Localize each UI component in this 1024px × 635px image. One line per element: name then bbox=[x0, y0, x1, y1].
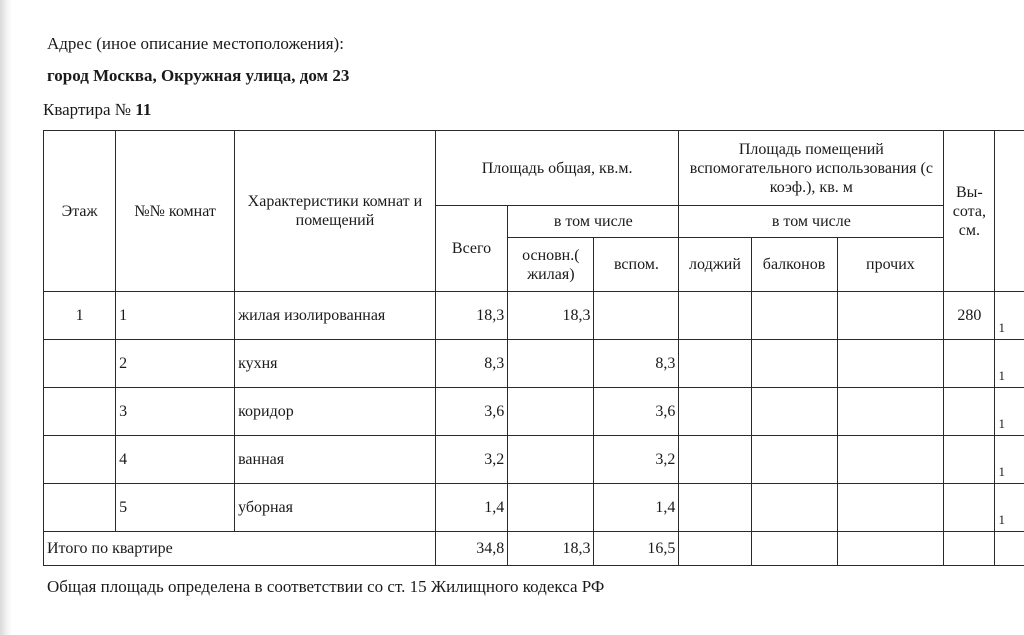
cell-total: 3,6 bbox=[435, 388, 507, 436]
cell-balconies bbox=[751, 388, 837, 436]
total-aux: 16,5 bbox=[594, 532, 679, 566]
page-edge-shadow bbox=[0, 0, 12, 635]
cut-off-cell: 1 bbox=[995, 388, 1024, 436]
cell-room: 3 bbox=[116, 388, 235, 436]
footer-note: Общая площадь определена в соответствии со ст. 15 Жилищного кодекса РФ bbox=[47, 577, 605, 596]
header-aux-area: Площадь помещений вспомогательного использования (с коэф.), кв. м bbox=[679, 131, 944, 206]
cell-room: 4 bbox=[116, 436, 235, 484]
cell-balconies bbox=[751, 436, 837, 484]
cell-other bbox=[837, 388, 944, 436]
cell-loggias bbox=[679, 484, 751, 532]
cell-total: 1,4 bbox=[435, 484, 507, 532]
cell-height: 280 bbox=[944, 292, 995, 340]
total-balconies bbox=[751, 532, 837, 566]
cell-aux: 1,4 bbox=[594, 484, 679, 532]
header-including-main: в том числе bbox=[508, 206, 679, 238]
cell-floor bbox=[44, 436, 116, 484]
total-row bbox=[44, 532, 1024, 566]
table-row bbox=[44, 292, 1024, 340]
apartment-label: Квартира № bbox=[43, 100, 132, 119]
cell-loggias bbox=[679, 436, 751, 484]
cell-other bbox=[837, 340, 944, 388]
cell-balconies bbox=[751, 292, 837, 340]
cell-main: 18,3 bbox=[508, 292, 594, 340]
table-row bbox=[44, 484, 1024, 532]
cell-loggias bbox=[679, 292, 751, 340]
total-other bbox=[837, 532, 944, 566]
cell-height bbox=[944, 388, 995, 436]
header-other: прочих bbox=[837, 238, 944, 292]
table-row bbox=[44, 388, 1024, 436]
rooms-table bbox=[43, 130, 1024, 566]
header-rooms: №№ комнат bbox=[116, 131, 235, 292]
cell-height bbox=[944, 340, 995, 388]
header-all: Всего bbox=[435, 206, 507, 292]
total-all: 34,8 bbox=[435, 532, 507, 566]
cut-off-cell: 1 bbox=[995, 340, 1024, 388]
cell-main bbox=[508, 388, 594, 436]
cell-other bbox=[837, 484, 944, 532]
header-characteristics: Характеристики комнат и помещений bbox=[235, 131, 436, 292]
address-label: Адрес (иное описание местоположения): bbox=[47, 34, 344, 53]
cell-aux: 3,6 bbox=[594, 388, 679, 436]
header-balconies: балконов bbox=[751, 238, 837, 292]
table-row bbox=[44, 436, 1024, 484]
apartment-number: 11 bbox=[135, 100, 152, 119]
cell-floor: 1 bbox=[44, 292, 116, 340]
cell-height bbox=[944, 436, 995, 484]
cell-total: 8,3 bbox=[435, 340, 507, 388]
cell-balconies bbox=[751, 484, 837, 532]
cell-main bbox=[508, 340, 594, 388]
cut-off-cell: 1 bbox=[995, 436, 1024, 484]
cut-off-cell bbox=[995, 532, 1024, 566]
total-height bbox=[944, 532, 995, 566]
header-aux: вспом. bbox=[594, 238, 679, 292]
address-value: город Москва, Окружная улица, дом 23 bbox=[47, 66, 350, 85]
cell-floor bbox=[44, 388, 116, 436]
cell-name: ванная bbox=[235, 436, 436, 484]
apartment-line bbox=[43, 100, 151, 120]
cell-height bbox=[944, 484, 995, 532]
cell-room: 1 bbox=[116, 292, 235, 340]
cut-off-cell: 1 bbox=[995, 484, 1024, 532]
header-including-aux: в том числе bbox=[679, 206, 944, 238]
header-total-area: Площадь общая, кв.м. bbox=[435, 131, 679, 206]
cell-name: уборная bbox=[235, 484, 436, 532]
total-loggias bbox=[679, 532, 751, 566]
total-label: Итого по квартире bbox=[44, 532, 436, 566]
cell-aux: 8,3 bbox=[594, 340, 679, 388]
header-floor: Этаж bbox=[44, 131, 116, 292]
cell-room: 2 bbox=[116, 340, 235, 388]
cell-other bbox=[837, 436, 944, 484]
table-row bbox=[44, 340, 1024, 388]
cell-total: 3,2 bbox=[435, 436, 507, 484]
cell-name: коридор bbox=[235, 388, 436, 436]
cut-off-column-header bbox=[995, 131, 1024, 292]
cell-room: 5 bbox=[116, 484, 235, 532]
total-main: 18,3 bbox=[508, 532, 594, 566]
cell-floor bbox=[44, 484, 116, 532]
header-height: Вы-сота, см. bbox=[944, 131, 995, 292]
cell-floor bbox=[44, 340, 116, 388]
cell-name: кухня bbox=[235, 340, 436, 388]
cell-balconies bbox=[751, 340, 837, 388]
cell-name: жилая изолированная bbox=[235, 292, 436, 340]
header-main: основн.( жилая) bbox=[508, 238, 594, 292]
cell-main bbox=[508, 484, 594, 532]
cell-main bbox=[508, 436, 594, 484]
cell-loggias bbox=[679, 388, 751, 436]
cell-other bbox=[837, 292, 944, 340]
cut-off-cell: 1 bbox=[995, 292, 1024, 340]
cell-total: 18,3 bbox=[435, 292, 507, 340]
cell-aux: 3,2 bbox=[594, 436, 679, 484]
cell-aux bbox=[594, 292, 679, 340]
header-loggias: лоджий bbox=[679, 238, 751, 292]
cell-loggias bbox=[679, 340, 751, 388]
